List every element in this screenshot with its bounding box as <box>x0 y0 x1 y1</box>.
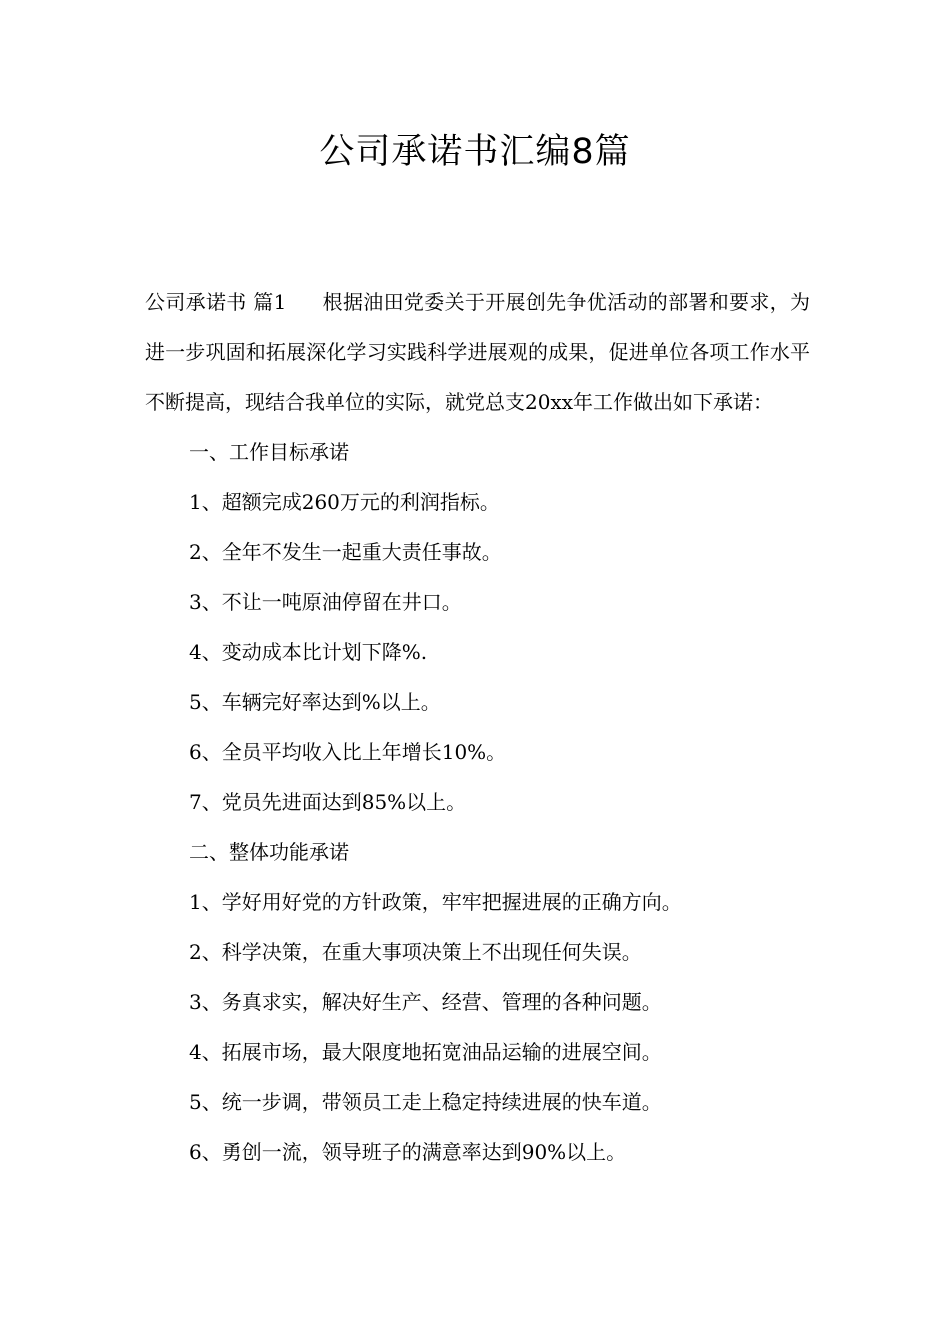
list-item: 2、全年不发生一起重大责任事故。 <box>189 540 502 564</box>
list-item: 5、统一步调，带领员工走上稳定持续进展的快车道。 <box>189 1090 662 1114</box>
list-item: 6、全员平均收入比上年增长10%。 <box>189 740 507 764</box>
list-item: 4、拓展市场，最大限度地拓宽油品运输的进展空间。 <box>189 1040 662 1064</box>
list-item: 6、勇创一流，领导班子的满意率达到90%以上。 <box>189 1140 627 1164</box>
section-heading-targets: 一、工作目标承诺 <box>189 440 349 464</box>
section-heading: 公司承诺书 篇1 <box>145 290 287 314</box>
list-item: 2、科学决策，在重大事项决策上不出现任何失误。 <box>189 940 642 964</box>
document-title: 公司承诺书汇编8篇 <box>319 132 631 172</box>
list-item: 1、学好用好党的方针政策，牢牢把握进展的正确方向。 <box>189 890 682 914</box>
list-item: 1、超额完成260万元的利润指标。 <box>189 490 500 514</box>
intro-text: 根据油田党委关于开展创先争优活动的部署和要求，为进一步巩固和拓展深化学习实践科学进展观的成果，促进单位各项工作水平不断提高，现结合我单位的实际，就党总支20xx年工作做出如下承诺： <box>145 290 810 414</box>
intro-paragraph <box>145 277 810 427</box>
list-item: 3、务真求实，解决好生产、经营、管理的各种问题。 <box>189 990 662 1014</box>
list-item: 3、不让一吨原油停留在井口。 <box>189 590 462 614</box>
list-item: 4、变动成本比计划下降%. <box>189 640 428 664</box>
list-item: 7、党员先进面达到85%以上。 <box>189 790 467 814</box>
document-body <box>145 277 810 1177</box>
list-item: 5、车辆完好率达到%以上。 <box>189 690 441 714</box>
section-heading-functions: 二、整体功能承诺 <box>189 840 349 864</box>
